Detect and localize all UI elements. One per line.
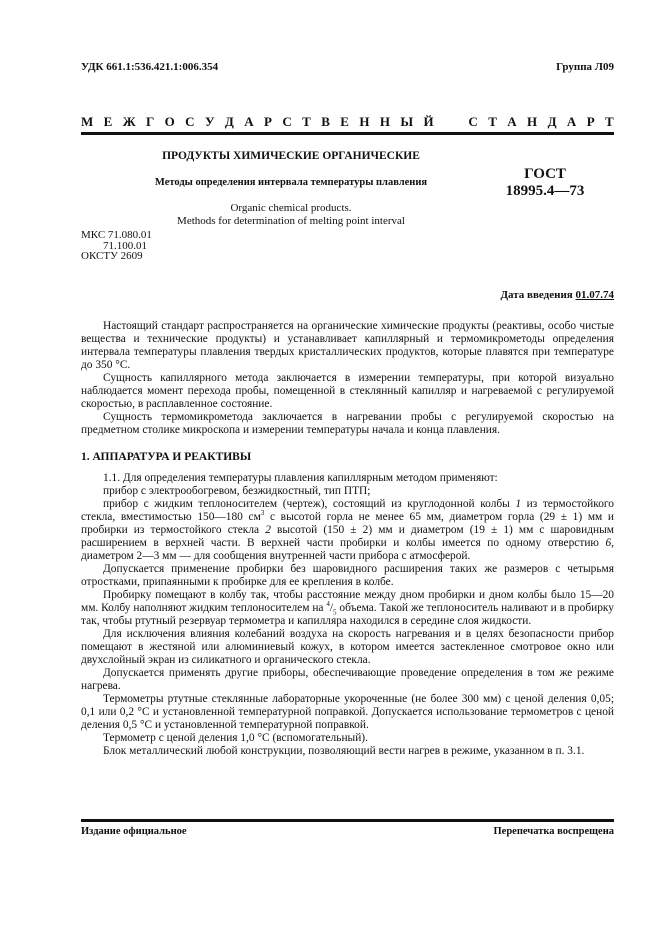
banner-letter: Д [547,114,557,129]
group-code: Группа Л09 [556,61,614,73]
banner-letter: Е [103,114,113,129]
banner-letter: У [204,114,215,129]
text-run: из термостойкого стекла, вместимостью 150—180 см [81,498,614,523]
text-run: 3 [260,509,265,518]
banner-letter: А [566,114,577,129]
banner-letter: Р [264,114,272,129]
banner-letter: М [81,114,94,129]
banner-letter: Ж [122,114,136,129]
word-gap [444,114,458,130]
banner-letter: Ы [400,114,414,129]
text-run: с высотой горла не менее 65 мм, диаметром горла (29 ± 1) мм и пробирки из термостойкого стекла [81,511,614,536]
text-run: Пробирку помещают в колбу так, чтобы расстояние между дном пробирки и дном колбы было 15—20 мм. Колбу наполняют жидким теплоносителем на [81,589,614,614]
text-run: Допускается применять другие приборы, обеспечивающие проведение определения в том же режиме нагрева. [81,667,614,692]
banner-letter: Т [605,114,614,129]
text-run: прибор с электрообогревом, безжидкостный, тип ПТП; [103,485,371,497]
udk-code: УДК 661.1:536.421.1:006.354 [81,61,219,73]
paragraph [81,485,614,498]
gost-label: ГОСТ [524,166,566,182]
text-run: 1 [515,498,522,510]
banner-letter: Й [423,114,434,129]
paragraph [81,693,614,732]
introduction-date [500,289,614,301]
text-run: 1.1. Для определения температуры плавления капиллярным методом применяют: [103,472,498,484]
text-run: 6 [605,537,612,549]
text-run: Сущность термомикрометода заключается в нагревании пробы с регулируемой скоростью на предметном столике микроскопа и измерении температуры начала и конца плавления. [81,411,614,436]
date-value: 01.07.74 [575,289,614,301]
date-label: Дата введения [500,289,573,301]
text-run: прибор с жидким теплоносителем (чертеж), состоящий из круглодонной колбы [103,498,516,510]
paragraph [81,563,614,589]
text-run: 4 [326,600,330,609]
text-run: высотой (150 ± 2) мм и диаметром (19 ± 1) мм с шаровидным расширением в верхней части. В верхней части пробирки и колбы имеется по одному отверстию [81,524,614,549]
banner-letter: О [164,114,175,129]
text-run: 5 [333,608,337,617]
text-run: Термометр с ценой деления 1,0 °С (вспомогательный). [103,732,368,744]
gost-number: 18995.4—73 [505,183,585,199]
paragraph [81,628,614,667]
banner-letter: Н [527,114,538,129]
gost-designation [490,166,600,200]
banner-letter: С [282,114,292,129]
text-run: , диаметром 2—3 мм — для сообщения внутренней части прибора с атмосферой. [81,537,614,562]
mks-code-2: 71.100.01 [103,239,147,252]
paragraph [81,732,614,745]
paragraph [81,472,614,485]
paragraph [81,667,614,693]
text-run: Сущность капиллярного метода заключается в измерении температуры, при которой визуально наблюдается момент перехода пробы, помещенной в стеклянный капилляр и нагреваемой с регулируемой скоростью, в расплавленное состояние. [81,372,614,410]
banner-letter: Н [379,114,390,129]
banner-letter: С [185,114,195,129]
banner-letter: А [507,114,517,129]
banner-letter: С [468,114,478,129]
footer-rule [81,819,614,822]
classification-codes [81,230,152,262]
paragraph [81,411,614,437]
section-heading: 1. АППАРАТУРА И РЕАКТИВЫ [81,451,252,463]
text-run: объема. Такой же теплоноситель наливают и в пробирку так, чтобы ртутный резервуар термометра и капилляра находился в середине слоя жидкости. [81,602,614,627]
reprint-prohibited-label: Перепечатка воспрещена [493,826,614,837]
paragraph [81,745,614,758]
interstate-standard-banner [81,114,614,130]
banner-letter: Н [359,114,370,129]
banner-letter: Е [340,114,349,129]
paragraph [81,320,614,372]
english-title-line1: Organic chemical products. [230,202,352,214]
english-title [81,202,501,227]
official-edition-label: Издание официальное [81,826,187,837]
banner-letter: Т [302,114,311,129]
banner-letter: Т [488,114,497,129]
text-run: Допускается применение пробирки без шаровидного расширения таких же размеров с четырьмя отростками, припаянными к пробирке для ее крепления в колбе. [81,563,614,588]
text-run: Для исключения влияния колебаний воздуха на скорость нагревания и в целях безопасности прибор помещают в жестяной или алюминиевый кожух, в котором имеется застекленное смотровое окно или двухслойный экран из силикатного и органического стекла. [81,628,614,666]
text-run: Настоящий стандарт распространяется на органические химические продукты (реактивы, особо чистые вещества и технические продукты) и устанавливает капиллярный и термомикрометоды определения интервала температуры плавления твердых кристаллических продуктов, которые плавятся при температуре до 350 °С. [81,320,614,371]
paragraph [81,372,614,411]
text-run: 2 [265,524,271,536]
banner-letter: Р [586,114,595,129]
paragraph [81,589,614,628]
document-subtitle: Методы определения интервала температуры плавления [154,177,428,188]
text-run: Термометры ртутные стеклянные лабораторные укороченные (не более 300 мм) с ценой деления 0,05; 0,1 или 0,2 °С и установленной температурной поправкой. Допускается использование термометров с ценой деления 0,5 °С и установленной температурной поправкой. [81,693,614,731]
text-run: Блок металлический любой конструкции, позволяющий вести нагрев в режиме, указанном в п. 3.1. [103,745,585,757]
paragraph [81,498,614,563]
english-title-line2: Methods for determination of melting point interval [177,214,405,227]
header-rule [81,132,614,135]
banner-letter: В [321,114,330,129]
banner-letter: Г [145,114,155,129]
intro-paragraphs [81,320,614,437]
text-run: / [329,602,334,614]
mks-code-1: МКС 71.080.01 [81,229,152,241]
section-1-paragraphs [81,472,614,758]
document-body [81,320,614,758]
banner-letter: Д [224,114,234,129]
banner-letter: А [244,114,254,129]
okstu-code: ОКСТУ 2609 [81,250,143,262]
document-title: ПРОДУКТЫ ХИМИЧЕСКИЕ ОРГАНИЧЕСКИЕ [162,150,420,162]
